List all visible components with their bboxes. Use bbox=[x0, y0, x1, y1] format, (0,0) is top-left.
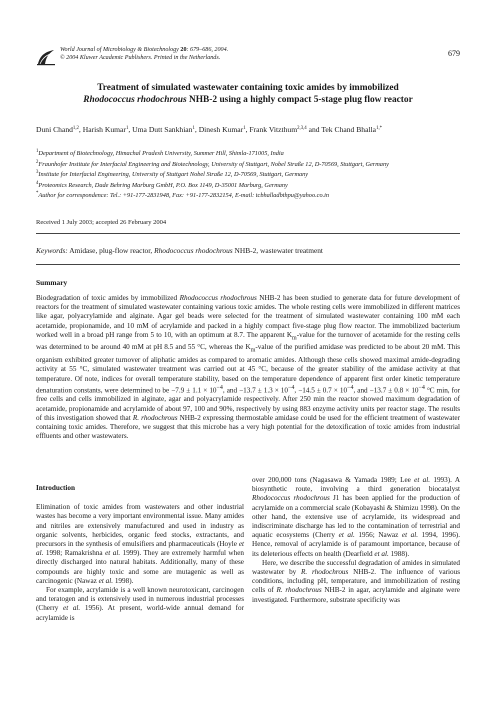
summary-body bbox=[36, 294, 460, 441]
intro-text: 1998). bbox=[113, 576, 134, 585]
publisher-logo-icon bbox=[36, 48, 56, 66]
intro-paragraph bbox=[252, 476, 460, 559]
affiliation-mark: 2 bbox=[36, 159, 39, 165]
summary-text: , and −13.7 ± 0.8 × 10 bbox=[353, 386, 419, 395]
affiliation-text: Fraunhofer Institute for Interfacial Engineering and Biotechnology, University of Stuttgart, Nobel Straße 12, D-70569, Stuttgart, Germany bbox=[38, 160, 389, 168]
intro-text: Elimination of toxic amides from wastewaters and other industrial wastes has become a very important environmental issue. Many amides and nitriles are extensively manufactured and used in industry as organic solvents, herbicides, organic feed stocks, extractants, and precursors in the synthesis of emulsifiers and pharmaceuticals (Hoyle bbox=[36, 503, 244, 549]
affiliation-item bbox=[36, 180, 460, 191]
summary-subscript: m bbox=[292, 335, 297, 342]
summary-superscript: −4 bbox=[347, 384, 354, 391]
intro-text: 1999). They are extremely harmful when directly discharged into natural habitats. Additionally, many of these compounds are highly toxic and some are mutagenic as well as carcinogenic (Nawaz bbox=[36, 549, 244, 585]
summary-superscript: −4 bbox=[287, 384, 295, 391]
journal-pages: : 679–686, 2004. bbox=[186, 47, 229, 53]
affiliation-item bbox=[36, 148, 460, 159]
affiliation-item bbox=[36, 159, 460, 170]
intro-italic: R. rhodochrous bbox=[301, 568, 349, 577]
divider-top bbox=[36, 233, 460, 234]
correspondence-line bbox=[36, 190, 460, 201]
author-name: Duni Chand bbox=[36, 125, 73, 134]
affiliation-mark: 4 bbox=[36, 180, 39, 186]
intro-italic: et al. bbox=[63, 604, 81, 613]
received-dates: Received 1 July 2003; accepted 26 February 2004 bbox=[36, 219, 167, 226]
affiliation-text: Author for correspondence: Tel.: +91-177-2831948, Fax: +91-177-2832154, E-mail: tcbhalladbthpu@yahoo.co.in bbox=[38, 192, 330, 200]
title-line-2: NHB-2 using a highly compact 5-stage plug flow reactor bbox=[186, 95, 413, 105]
journal-citation bbox=[60, 46, 228, 62]
intro-text: 1994, 1996). Hence, removal of acrylamide is of paramount importance, because of its deleterious effects on health (Dearfield bbox=[252, 531, 460, 558]
affiliation-text: Department of Biotechnology, Himachal Pradesh University, Summer Hill, Shimla-171005, India bbox=[38, 150, 284, 157]
affiliation-item bbox=[36, 169, 460, 180]
summary-italic: Rhodococcus rhodochrous bbox=[179, 294, 257, 302]
keywords-text: Amidase, plug-flow reactor, bbox=[67, 246, 155, 255]
journal-volume: 20 bbox=[180, 47, 187, 53]
author-name: , Dinesh Kumar bbox=[194, 125, 244, 134]
summary-heading: Summary bbox=[36, 278, 68, 287]
intro-text: J1 has been applied for the production of acrylamide on a commercial scale (Kobayashi & Shimizu 1998). On the other hand, the extensive use of acrylamide, its widespread and indiscriminate discharge has led to the contamination of terrestrial and aquatic ecosystems (Cherry bbox=[252, 494, 460, 540]
author-affil-mark: 1,* bbox=[376, 126, 383, 131]
intro-italic: et al. bbox=[105, 549, 121, 558]
summary-italic: R. rhodochrous bbox=[132, 413, 178, 422]
intro-italic: et al. bbox=[36, 540, 244, 558]
intro-paragraph bbox=[36, 586, 244, 623]
summary-text: -value for the turnover of acetamide for the resting cells was determined to be around 40 mM at pH 8.5 and 55 °C, whereas the K bbox=[36, 330, 460, 352]
intro-text: 1988). bbox=[388, 549, 410, 558]
summary-text: , and −13.7 ± 1.3 × 10 bbox=[222, 386, 288, 395]
intro-text: over 200,000 tons (Nagasawa & Yamada 1989; Lee bbox=[252, 476, 415, 484]
author-name: , Frank Vitzthum bbox=[245, 125, 298, 134]
title-line-1: Treatment of simulated wastewater containing toxic amides by immobilized bbox=[97, 83, 399, 93]
affiliation-text: Proteomics Research, Dade Behring Marburg GmbH, P.O. Box 1149, D-35001 Marburg, Germany bbox=[38, 181, 288, 189]
affiliation-mark: 3 bbox=[36, 170, 39, 176]
intro-italic: et al. bbox=[401, 531, 419, 540]
affiliation-text: Institute for Interfacial Engineering, University of Stuttgart Nobel Straße 12, D-70569, Stuttgart, Germany bbox=[38, 171, 309, 179]
title-organism: Rhodococcus rhodochrous bbox=[83, 95, 187, 105]
summary-text: °C min, for free cells and cells immobilized in alginate, agar and polyacrylamide respectively. After 250 min the reactor showed maximum degradation of acetamide, propionamide and acrylamide of about 97, 100 and 90%, respectively by using 883 enzyme activity units per reactor stage. The results of this investigation showed that bbox=[36, 386, 460, 422]
affiliations bbox=[36, 148, 460, 201]
article-title bbox=[36, 82, 460, 106]
divider-bottom bbox=[36, 264, 460, 265]
running-header bbox=[36, 46, 460, 70]
introduction-heading: Introduction bbox=[36, 484, 76, 492]
summary-text: NHB-2 expressing thermostable amidase could be used for the efficient treatment of wastewater containing toxic amides. Therefore, we suggest that this microbe has a very high potential for the detoxification of toxic amides from industrial effluents and other wastewaters. bbox=[36, 413, 460, 441]
intro-italic: et al. bbox=[374, 549, 389, 558]
summary-superscript: −4 bbox=[418, 384, 425, 391]
page-number: 679 bbox=[448, 49, 460, 58]
author-affil-mark: 1,2 bbox=[72, 126, 79, 131]
intro-text: Here, we describe the successful degradation of amides in simulated wastewater by bbox=[252, 558, 460, 577]
keywords bbox=[36, 246, 460, 255]
copyright-line: © 2004 Kluwer Academic Publishers. Printed in the Netherlands. bbox=[60, 55, 221, 61]
intro-text: 1956). At present, world-wide annual demand for acrylamide is bbox=[36, 604, 244, 622]
summary-subscript: m bbox=[250, 347, 256, 354]
intro-italic: Rhodococcus rhodochrous bbox=[252, 494, 330, 503]
keywords-organism: Rhodococcus rhodochrous bbox=[154, 246, 233, 255]
author-affil-mark: 2,3,4 bbox=[297, 126, 307, 131]
keywords-text: NHB-2, wastewater treatment bbox=[232, 246, 323, 255]
intro-paragraph bbox=[252, 559, 460, 605]
author-list bbox=[36, 124, 460, 136]
journal-name: World Journal of Microbiology & Biotechnology bbox=[60, 47, 179, 53]
intro-paragraph bbox=[36, 503, 244, 586]
author-affil-mark: 1 bbox=[192, 126, 195, 131]
intro-text: For example, acrylamide is a well known neurotoxicant, carcinogen and teratogen and is extensively used in numerous industrial processes (Cherry bbox=[36, 586, 244, 613]
intro-text: 1998; Ramakrishna bbox=[43, 549, 106, 558]
intro-column-left bbox=[36, 484, 244, 623]
author-name: and Tek Chand Bhalla bbox=[306, 125, 377, 134]
summary-text: -value of the purified amidase was predicted to be about 20 mM. This organism exhibited greater turnover of aliphatic amides as compared to aromatic amides. Although these cells showed maximal amide-degrading activity at 55 °C, simulated wastewater treatment was carried out at 45 °C, because of the greater stability of the amidase activity at that temperature. Of note, indices for overall temperature stability, based on the temperature dependence of apparent first order kinetic temperature denaturation constants, were determined to be −7.9 ± 1.1 × 10 bbox=[36, 343, 460, 395]
intro-text: NHB-2. The influence of various conditions, including pH, temperature, and immobilization of resting cells of bbox=[252, 568, 461, 595]
intro-italic: et al. bbox=[338, 531, 355, 540]
keywords-label: Keywords: bbox=[36, 246, 68, 255]
summary-text: NHB-2 has been studied to generate data for future development of reactors for the treatment of simulated wastewater containing various toxic amides. The whole resting cells were immobilized in different matrices like agar, polyacrylamide and alginate. Agar gel beads were selected for the treatment of simulated wastewater containing 100 mM each acetamide, propionamide, and 10 mM of acrylamide and packed in a highly compact five-stage plug flow reactor. The immobilized bacterium worked well in a broad pH range from 5 to 10, with an optimum at 8.7. The apparent K bbox=[36, 294, 460, 339]
summary-text: Biodegradation of toxic amides by immobilized bbox=[36, 294, 180, 302]
author-affil-mark: 1 bbox=[125, 126, 129, 131]
intro-column-right bbox=[252, 476, 460, 605]
intro-italic: et al. bbox=[98, 576, 114, 585]
intro-italic: R. rhodochrous bbox=[276, 586, 322, 595]
intro-italic: et al. bbox=[414, 476, 431, 484]
affiliation-mark: * bbox=[36, 191, 39, 197]
author-name: , Uma Dutt Sankhian bbox=[128, 125, 193, 134]
summary-superscript: −4 bbox=[216, 384, 223, 391]
author-name: , Harish Kumar bbox=[78, 125, 126, 134]
affiliation-mark: 1 bbox=[36, 149, 39, 154]
intro-text: NHB-2 in agar, acrylamide and alginate were investigated. Furthermore, substrate specificity was bbox=[252, 586, 460, 604]
author-affil-mark: 1 bbox=[243, 126, 246, 131]
summary-text: , −14.5 ± 0.7 × 10 bbox=[294, 386, 348, 395]
intro-text: 1993). A biosynthetic route, involving a third generation biocatalyst bbox=[252, 476, 461, 494]
intro-text: 1956; Nawaz bbox=[354, 531, 402, 540]
